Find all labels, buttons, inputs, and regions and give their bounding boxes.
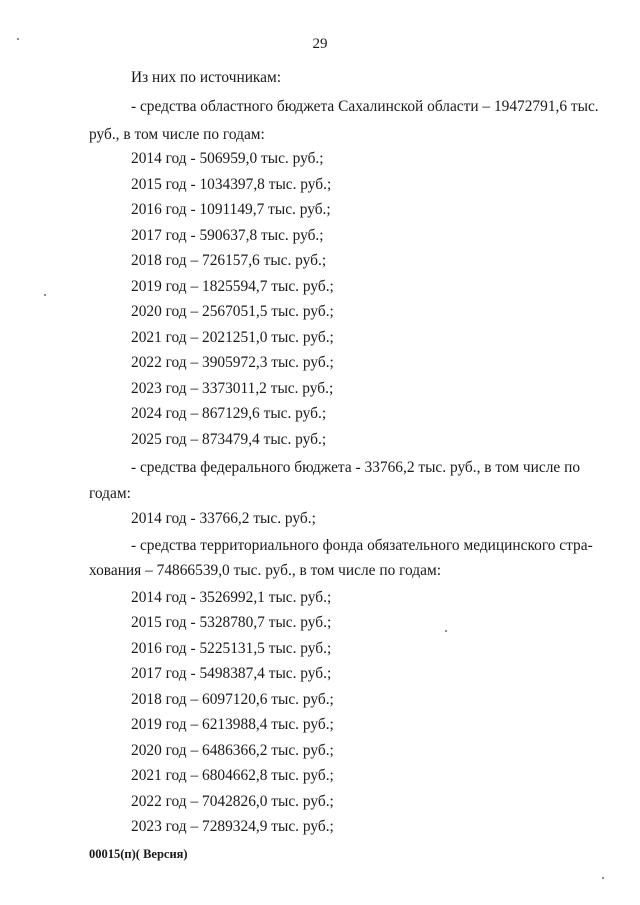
scan-speck: [445, 630, 447, 632]
fund-year-2019: 2019 год – 6213988,4 тыс. руб.;: [131, 716, 334, 733]
regional-year-2016: 2016 год - 1091149,7 тыс. руб.;: [131, 201, 331, 218]
federal-year-2014: 2014 год - 33766,2 тыс. руб.;: [131, 510, 316, 527]
regional-year-2020: 2020 год – 2567051,5 тыс. руб.;: [131, 303, 334, 320]
federal-budget-intro-cont: годам:: [89, 485, 131, 502]
scan-speck: [17, 38, 19, 40]
territorial-fund-intro-cont: хования – 74866539,0 тыс. руб., в том числе по годам:: [89, 562, 441, 579]
regional-year-2014: 2014 год - 506959,0 тыс. руб.;: [131, 150, 324, 167]
fund-year-2022: 2022 год – 7042826,0 тыс. руб.;: [131, 793, 334, 810]
regional-budget-intro-cont: руб., в том числе по годам:: [89, 126, 265, 143]
fund-year-2017: 2017 год - 5498387,4 тыс. руб.;: [131, 665, 332, 682]
page-number: 29: [312, 36, 328, 52]
document-footer: [89, 847, 188, 862]
federal-budget-intro: - средства федерального бюджета - 33766,2 тыс. руб., в том числе по: [131, 459, 581, 476]
regional-year-2015: 2015 год - 1034397,8 тыс. руб.;: [131, 176, 332, 193]
regional-year-2018: 2018 год – 726157,6 тыс. руб.;: [131, 252, 327, 269]
fund-year-2016: 2016 год - 5225131,5 тыс. руб.;: [131, 640, 332, 657]
regional-year-2022: 2022 год – 3905972,3 тыс. руб.;: [131, 354, 334, 371]
regional-year-2021: 2021 год – 2021251,0 тыс. руб.;: [131, 329, 334, 346]
scan-speck: [44, 294, 46, 296]
regional-year-2024: 2024 год – 867129,6 тыс. руб.;: [131, 405, 327, 422]
footer-code: 00015(п)(: [89, 847, 140, 861]
fund-year-2014: 2014 год - 3526992,1 тыс. руб.;: [131, 589, 332, 606]
regional-budget-intro: - средства областного бюджета Сахалинской области – 19472791,6 тыс.: [131, 98, 599, 115]
regional-year-2019: 2019 год – 1825594,7 тыс. руб.;: [131, 278, 334, 295]
footer-version: Версия): [139, 847, 188, 861]
sources-heading: Из них по источникам:: [131, 69, 282, 86]
fund-year-2018: 2018 год – 6097120,6 тыс. руб.;: [131, 691, 334, 708]
fund-year-2015: 2015 год - 5328780,7 тыс. руб.;: [131, 614, 332, 631]
fund-year-2023: 2023 год – 7289324,9 тыс. руб.;: [131, 818, 334, 835]
regional-year-2017: 2017 год - 590637,8 тыс. руб.;: [131, 227, 324, 244]
territorial-fund-intro: - средства территориального фонда обязательного медицинского стра-: [131, 537, 593, 554]
fund-year-2021: 2021 год – 6804662,8 тыс. руб.;: [131, 767, 334, 784]
fund-year-2020: 2020 год – 6486366,2 тыс. руб.;: [131, 742, 334, 759]
scan-speck: [602, 877, 604, 879]
regional-year-2025: 2025 год – 873479,4 тыс. руб.;: [131, 431, 327, 448]
regional-year-2023: 2023 год – 3373011,2 тыс. руб.;: [131, 380, 334, 397]
